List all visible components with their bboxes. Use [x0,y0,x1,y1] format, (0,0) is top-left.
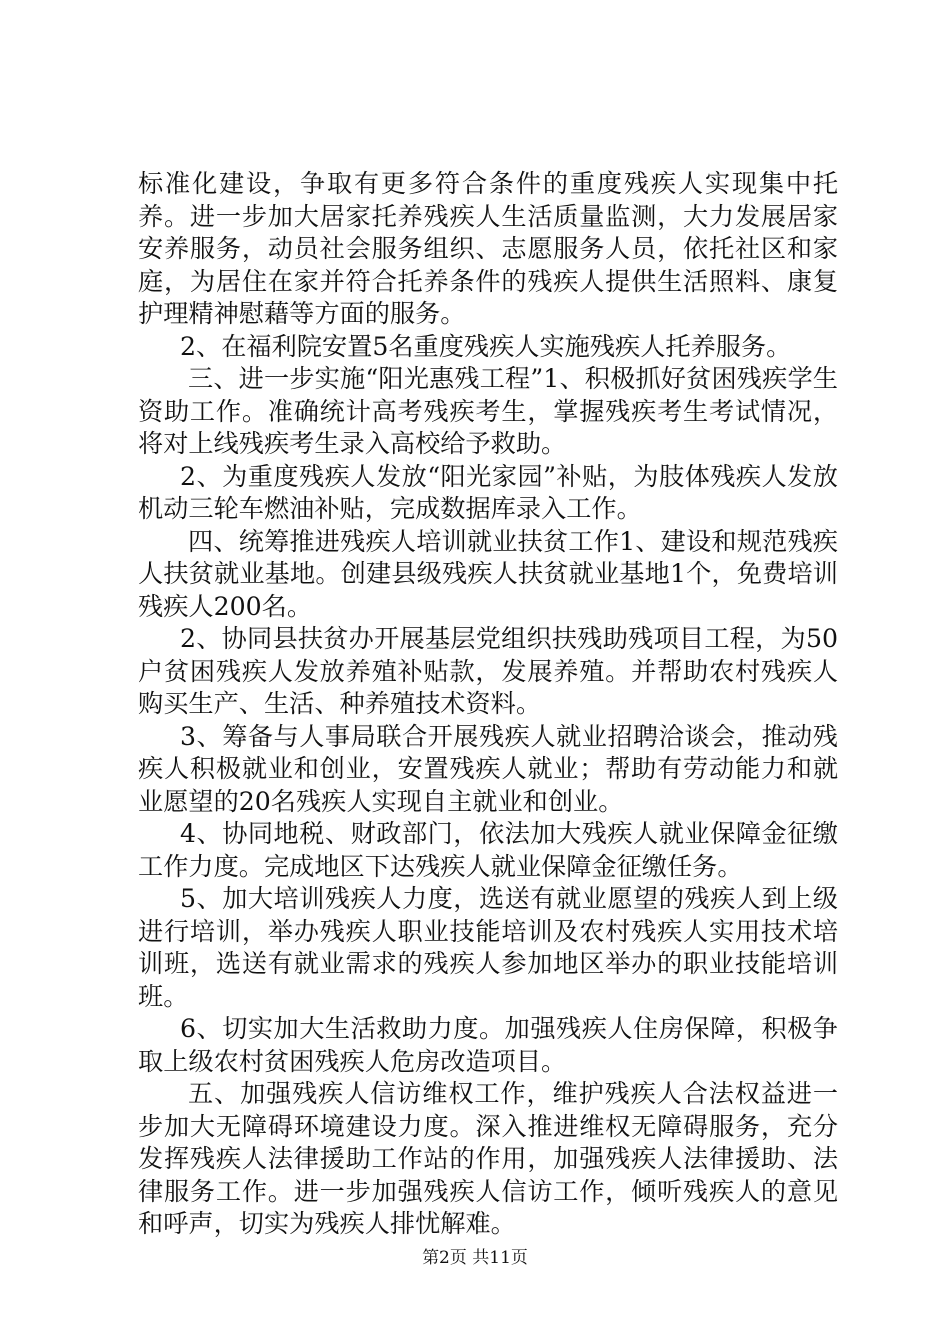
paragraph-section-3: 三、进一步实施“阳光惠残工程”1、积极抓好贫困残疾学生资助工作。准确统计高考残疾考生，掌握残疾考生考试情况，将对上线残疾考生录入高校给予救助。 [138,364,838,458]
paragraph-item-2-welfare-home: 2、在福利院安置5名重度残疾人实施残疾人托养服务。 [180,331,792,361]
page-number-footer: 第2页 共11页 [422,1248,528,1268]
document-body [138,168,838,1241]
paragraph-continuation: 标准化建设，争取有更多符合条件的重度残疾人实现集中托养。进一步加大居家托养残疾人生活质量监测，大力发展居家安养服务，动员社会服务组织、志愿服务人员，依托社区和家庭，为居住在家并符合托养条件的残疾人提供生活照料、康复护理精神慰藉等方面的服务。 [138,169,838,328]
paragraph-section-5: 五、加强残疾人信访维权工作，维护残疾人合法权益进一步加大无障碍环境建设力度。深入推进维权无障碍服务，充分发挥残疾人法律援助工作站的作用，加强残疾人法律援助、法律服务工作。进一步加强残疾人信访工作，倾听残疾人的意见和呼声，切实为残疾人排忧解难。 [138,1079,838,1238]
paragraph-item-6-relief: 6、切实加大生活救助力度。加强残疾人住房保障，积极争取上级农村贫困残疾人危房改造项目。 [138,1014,838,1076]
paragraph-item-2-subsidy: 2、为重度残疾人发放“阳光家园”补贴，为肢体残疾人发放机动三轮车燃油补贴，完成数据库录入工作。 [138,461,838,523]
paragraph-item-3-job-fair: 3、筹备与人事局联合开展残疾人就业招聘洽谈会，推动残疾人积极就业和创业，安置残疾人就业；帮助有劳动能力和就业愿望的20名残疾人实现自主就业和创业。 [138,721,838,816]
paragraph-item-4-tax: 4、协同地税、财政部门，依法加大残疾人就业保障金征缴工作力度。完成地区下达残疾人就业保障金征缴任务。 [138,819,838,881]
paragraph-item-5-training: 5、加大培训残疾人力度，选送有就业愿望的残疾人到上级进行培训，举办残疾人职业技能培训及农村残疾人实用技术培训班，选送有就业需求的残疾人参加地区举办的职业技能培训班。 [138,884,838,1011]
paragraph-section-4: 四、统筹推进残疾人培训就业扶贫工作1、建设和规范残疾人扶贫就业基地。创建县级残疾人扶贫就业基地1个，免费培训残疾人200名。 [138,526,838,621]
paragraph-item-2-poverty-office: 2、协同县扶贫办开展基层党组织扶残助残项目工程，为50户贫困残疾人发放养殖补贴款，发展养殖。并帮助农村残疾人购买生产、生活、种养殖技术资料。 [138,624,838,718]
